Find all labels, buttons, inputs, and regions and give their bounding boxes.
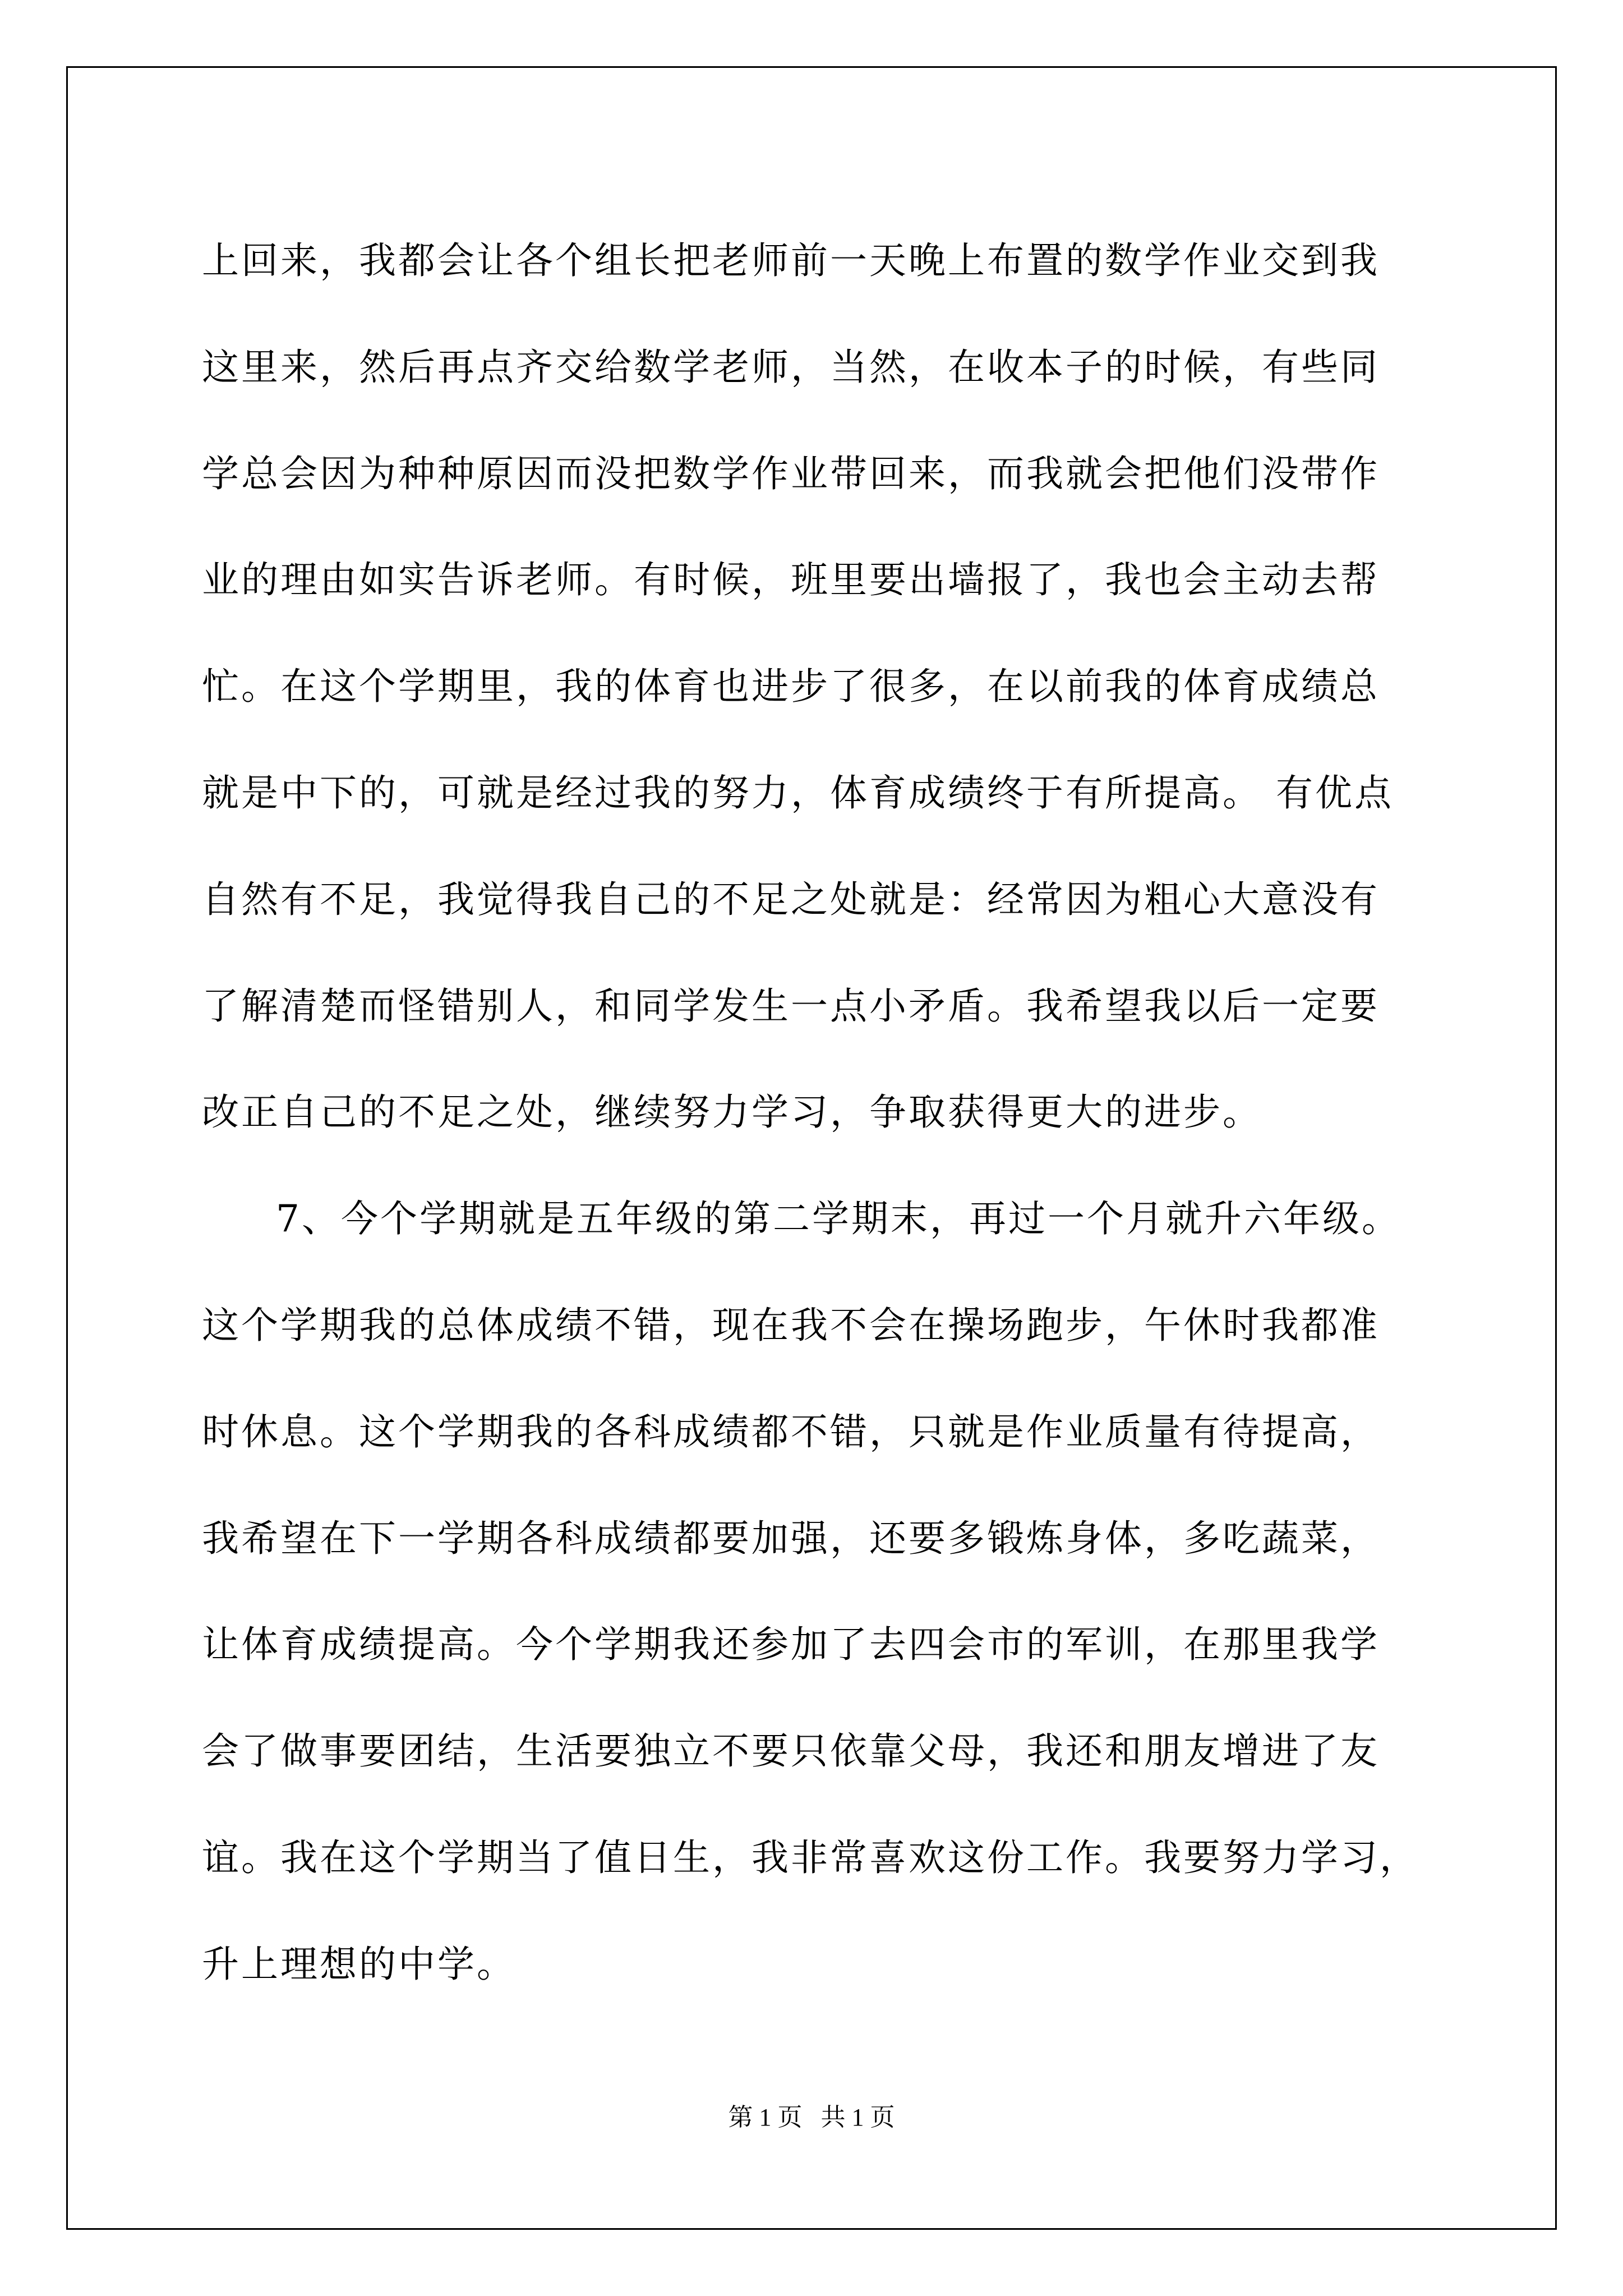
page-number-footer: 第 1 页 共 1 页 [728,2104,895,2131]
text-line: 会了做事要团结，生活要独立不要只依靠父母，我还和朋友增进了友 [202,1729,1380,1773]
text-line: 就是中下的，可就是经过我的努力，体育成绩终于有所提高。 有优点 [202,771,1394,815]
text-line: 这里来，然后再点齐交给数学老师，当然，在收本子的时候，有些同 [202,345,1380,389]
text-line: 了解清楚而怪错别人，和同学发生一点小矛盾。我希望我以后一定要 [202,984,1380,1028]
text-line: 我希望在下一学期各科成绩都要加强，还要多锻炼身体，多吃蔬菜， [202,1516,1380,1560]
text-line: 升上理想的中学。 [202,1942,516,1986]
text-line: 让体育成绩提高。今个学期我还参加了去四会市的军训，在那里我学 [202,1623,1380,1667]
text-line: 这个学期我的总体成绩不错，现在我不会在操场跑步，午休时我都准 [202,1303,1380,1347]
text-line: 改正自己的不足之处，继续努力学习，争取获得更大的进步。 [202,1091,1262,1134]
text-line: 谊。我在这个学期当了值日生，我非常喜欢这份工作。我要努力学习， [202,1835,1419,1879]
paragraph-start-line: 7、今个学期就是五年级的第二学期末，再过一个月就升六年级。 [276,1197,1401,1241]
text-line: 自然有不足，我觉得我自己的不足之处就是：经常因为粗心大意没有 [202,877,1380,921]
text-line: 学总会因为种种原因而没把数学作业带回来，而我就会把他们没带作 [202,452,1380,495]
text-line: 时休息。这个学期我的各科成绩都不错，只就是作业质量有待提高， [202,1410,1380,1453]
text-line: 忙。在这个学期里，我的体育也进步了很多，在以前我的体育成绩总 [202,665,1380,708]
text-line: 业的理由如实告诉老师。有时候，班里要出墙报了，我也会主动去帮 [202,558,1380,602]
document-body [202,208,1422,2018]
text-line: 上回来，我都会让各个组长把老师前一天晚上布置的数学作业交到我 [202,239,1380,282]
